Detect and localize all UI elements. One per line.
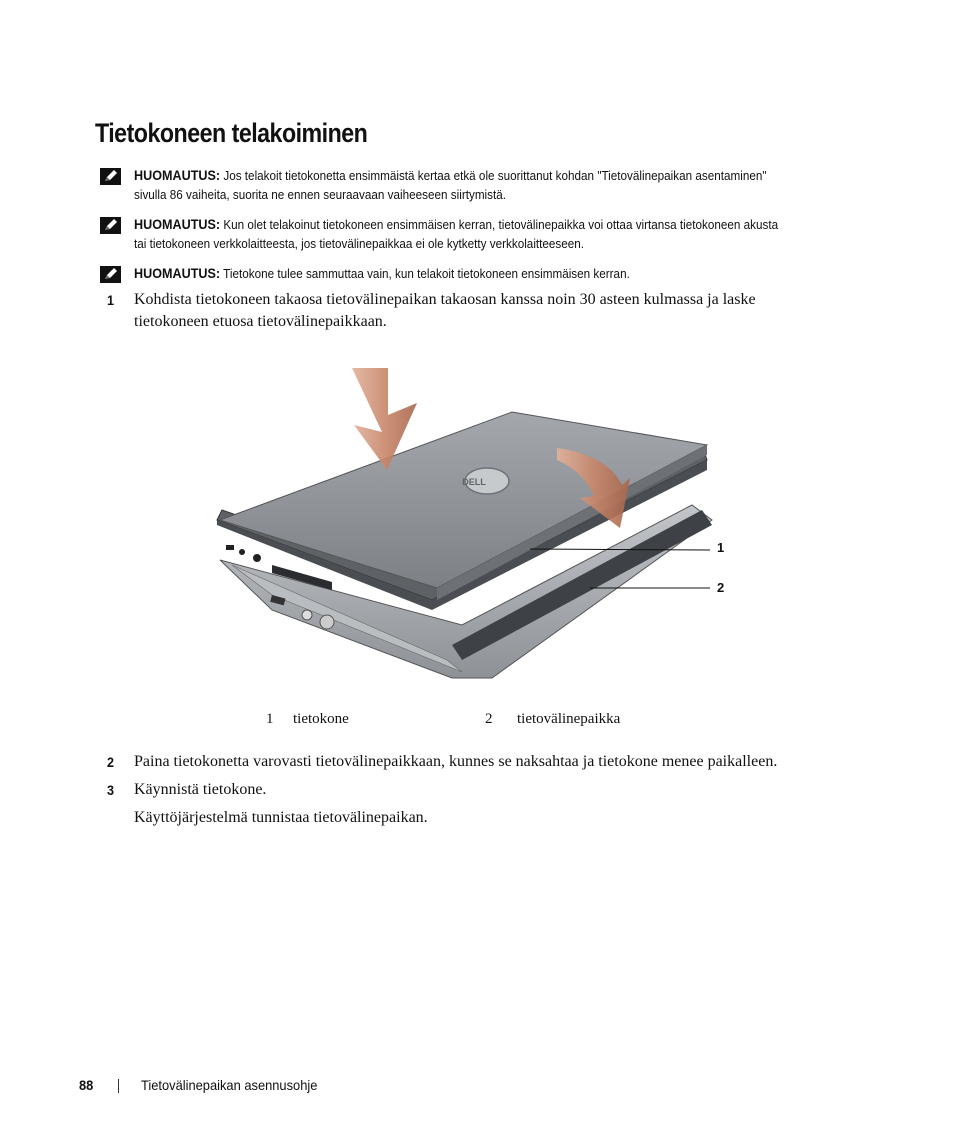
- note-text: [134, 215, 791, 253]
- note-label: HUOMAUTUS:: [134, 265, 221, 281]
- page-title: Tietokoneen telakoiminen: [95, 118, 368, 148]
- note-label: HUOMAUTUS:: [134, 167, 221, 183]
- step-number: 2: [107, 754, 115, 770]
- note-text: [134, 166, 791, 204]
- note-body: Tietokone tulee sammuttaa vain, kun telakoit tietokoneen ensimmäisen kerran.: [223, 266, 630, 281]
- caption-1-number: 1: [266, 711, 274, 727]
- caption-1-label: tietokone: [293, 711, 349, 727]
- step-text: Käynnistä tietokone.: [134, 781, 267, 798]
- note-pencil-icon: [100, 217, 121, 234]
- dell-logo-text: DELL: [462, 477, 486, 487]
- step-number: 3: [107, 782, 115, 798]
- page-number: 88: [79, 1077, 94, 1093]
- note-body: Jos telakoit tietokonetta ensimmäistä kertaa etkä ole suorittanut kohdan "Tietovälinepaikan asentaminen" sivulla 86 vaiheita, suorita ne ennen seuraavaan vaiheeseen siirtymistä.: [134, 168, 767, 202]
- note-pencil-icon: [100, 266, 121, 283]
- footer-title: Tietovälinepaikan asennusohje: [141, 1077, 318, 1093]
- note-pencil-icon: [100, 168, 121, 185]
- step-number: 1: [107, 292, 115, 308]
- caption-2-label: tietovälinepaikka: [517, 711, 621, 727]
- laptop-dock-image: [212, 360, 732, 690]
- note-label: HUOMAUTUS:: [134, 216, 221, 232]
- docking-illustration: [212, 360, 732, 690]
- footer-divider: [118, 1079, 119, 1093]
- step-followup-text: Käyttöjärjestelmä tunnistaa tietovälinepaikan.: [134, 809, 428, 826]
- callout-1: 1: [717, 540, 725, 555]
- note-text: [134, 264, 791, 283]
- callout-2: 2: [717, 580, 725, 595]
- note-body: Kun olet telakoinut tietokoneen ensimmäisen kerran, tietovälinepaikka voi ottaa virtansa tietokoneen akusta tai tietokoneen verkkolaitteesta, jos tietovälinepaikkaa ei ole kytketty verkkolaitteeseen.: [134, 217, 779, 251]
- step-text: Kohdista tietokoneen takaosa tietovälinepaikan takaosan kanssa noin 30 asteen kulmassa ja laske tietokoneen etuosa tietovälinepaikkaan.: [134, 291, 756, 330]
- step-text: Paina tietokonetta varovasti tietovälinepaikkaan, kunnes se naksahtaa ja tietokone menee paikalleen.: [134, 753, 778, 770]
- caption-2-number: 2: [485, 711, 493, 727]
